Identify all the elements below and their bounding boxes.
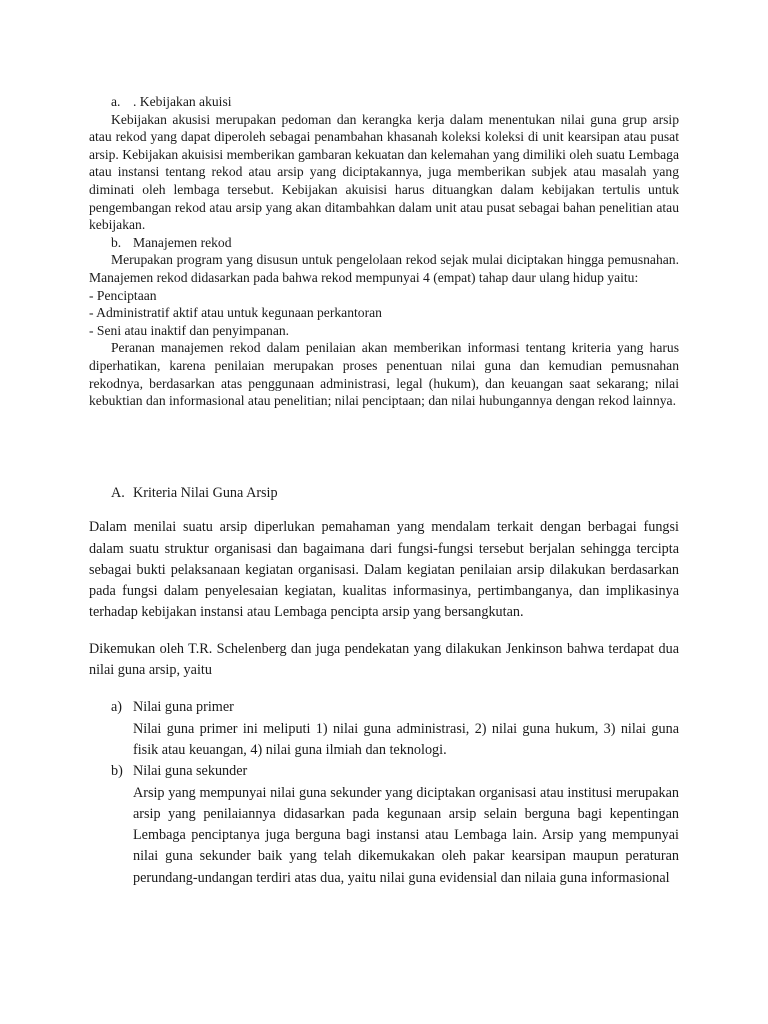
section-heading — [89, 483, 679, 504]
item-text: Arsip yang mempunyai nilai guna sekunder yang diciptakan organisasi atau institusi merupakan arsip yang penilaiannya didasarkan pada kegunaan arsip selain berguna bagi kepentingan Lembaga penciptanya juga berguna bagi instansi atau Lembaga lain. Arsip yang mempunyai nilai guna sekunder baik yang telah dikemukakan oleh pakar kearsipan maupun peraturan perundang-undangan terdiri atas dua, yaitu nilai guna evidensial dan nilaia guna informasional — [133, 784, 679, 886]
subheading-title: . Kebijakan akuisi — [133, 94, 232, 109]
paragraph-kebijakan-akuisi: Kebijakan akusisi merupakan pedoman dan kerangka kerja dalam menentukan nilai guna grup arsip atau rekod yang dapat diperoleh sebagai penambahan khasanah koleksi koleksi di unit kearsipan atau pusat arsip. Kebijakan akuisisi memberikan gambaran kekuatan dan kelemahan yang dimiliki oleh suatu Lembaga atau instansi tentang rekod atau arsip yang diciptakannya, juga memberikan subjek atau masalah yang diminati oleh lembaga tersebut. Kebijakan akuisisi harus dituangkan dalam kebijakan tertulis untuk pengembangan rekod atau arsip yang akan ditambahkan dalam unit atau pusat sebagai bahan penelitian atau kebijakan. — [89, 111, 679, 233]
item-title: Nilai guna sekunder — [133, 763, 248, 780]
paragraph-dikemukan: Dikemukan oleh T.R. Schelenberg dan juga pendekatan yang dilakukan Jenkinson bahwa terdapat dua nilai guna arsip, yaitu — [89, 640, 679, 679]
item-title: Nilai guna primer — [133, 699, 234, 716]
item-text: Nilai guna primer ini meliputi 1) nilai guna administrasi, 2) nilai guna hukum, 3) nilai guna fisik atau keuangan, 4) nilai guna ilmiah dan teknologi. — [133, 720, 679, 758]
list-item: - Seni atau inaktif dan penyimpanan. — [89, 322, 290, 338]
section-kriteria-nilai-guna — [89, 483, 679, 889]
heading-title: Kriteria Nilai Guna Arsip — [133, 485, 278, 501]
section-kebijakan-manajemen — [89, 93, 679, 410]
subheading-kebijakan-akuisi — [89, 93, 679, 111]
subheading-title: Manajemen rekod — [133, 234, 232, 250]
list-marker: b. — [111, 234, 122, 250]
item-marker: a) — [111, 699, 123, 716]
paragraph-manajemen-rekod: Merupakan program yang disusun untuk pengelolaan rekod sejak mulai diciptakan hingga pemusnahan. Manajemen rekod didasarkan pada bahwa rekod mempunyai 4 (empat) tahap daur ulang hidup yaitu: — [89, 252, 679, 285]
list-item-nilai-guna-primer — [89, 697, 679, 761]
list-item-nilai-guna-sekunder — [89, 761, 679, 889]
list-item: - Administratif aktif atau untuk kegunaan perkantoran — [89, 305, 382, 321]
heading-marker: A. — [111, 485, 125, 501]
paragraph-peranan-manajemen: Peranan manajemen rekod dalam penilaian akan memberikan informasi tentang kriteria yang harus diperhatikan, karena penilaian merupakan proses penentuan nilai guna dan kemudian pemusnahan rekodnya, berdasarkan atas penggunaan administrasi, legal (hukum), dan keuangan saat sekarang; nilai kebuktian dan informasional atau penelitian; nilai penciptaan; dan nilai hubungannya dengan rekod lainnya. — [89, 340, 679, 409]
list-item: - Penciptaan — [89, 287, 157, 303]
item-marker: b) — [111, 763, 123, 780]
subheading-manajemen-rekod — [89, 234, 679, 252]
list-marker: a. — [111, 94, 121, 109]
paragraph-dalam-menilai: Dalam menilai suatu arsip diperlukan pemahaman yang mendalam terkait dengan berbagai fungsi dalam suatu struktur organisasi dan bagaimana dari fungsi-fungsi tersebut berjalan sehingga tercipta sebagai bukti pelaksanaan kegiatan organisasi. Dalam kegiatan penilaian arsip dilakukan berdasarkan pada fungsi dalam penyelesaian kegiatan, kualitas informasinya, pertimbanganya, dan implikasinya terhadap kebijakan instansi atau Lembaga pencipta arsip yang bersangkutan. — [89, 519, 679, 621]
